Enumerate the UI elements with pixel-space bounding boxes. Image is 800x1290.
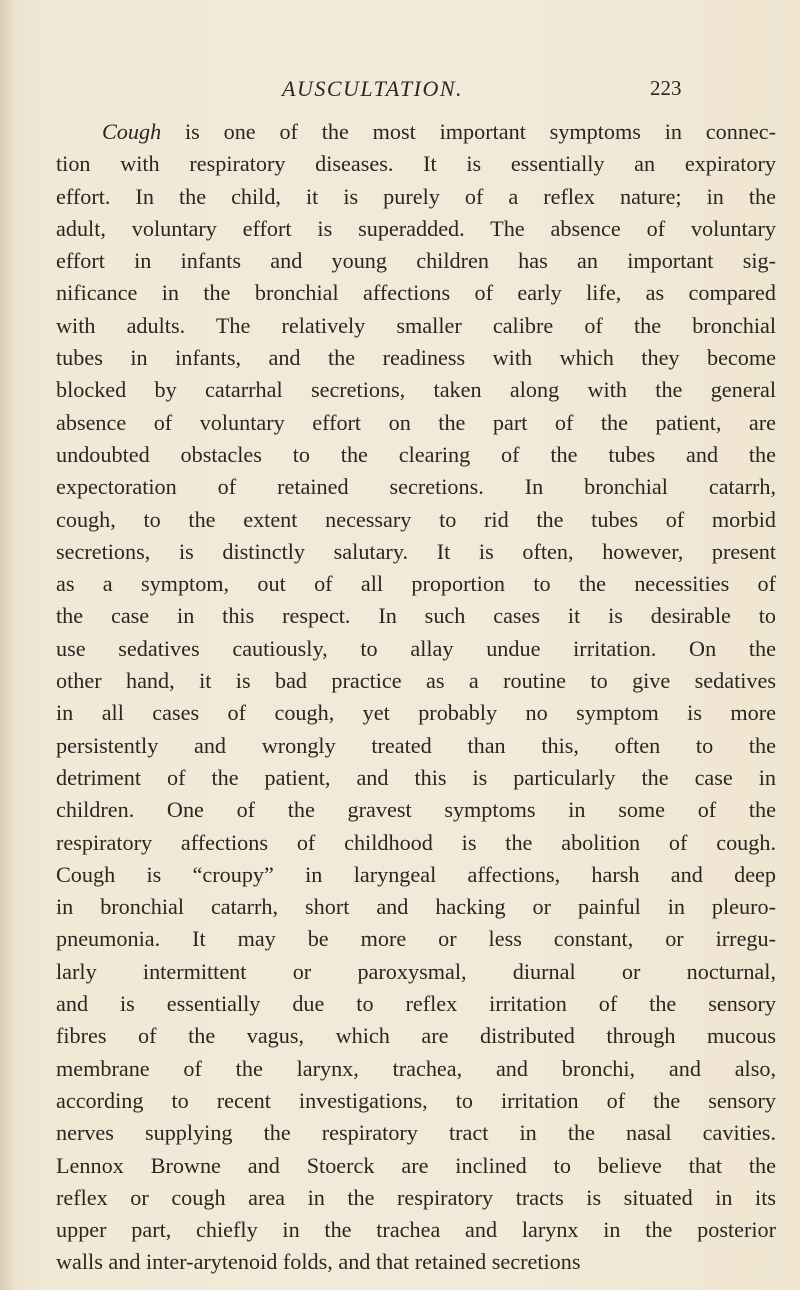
paragraph-line: walls and inter-arytenoid folds, and that retained secretions — [56, 1249, 581, 1275]
paragraph-line: effort. In the child, it is purely of a reflex nature; in the — [56, 183, 776, 209]
paragraph-line: reflex or cough area in the respiratory tracts is situated in its — [56, 1184, 776, 1210]
running-title: AUSCULTATION. — [282, 76, 464, 101]
paragraph-line: upper part, chiefly in the trachea and larynx in the posterior — [56, 1217, 776, 1243]
page-gutter-edge — [0, 0, 12, 1290]
paragraph-line: nificance in the bronchial affections of early life, as compared — [56, 280, 776, 306]
paragraph-line: and is essentially due to reflex irritation of the sensory — [56, 991, 776, 1017]
paragraph-line: children. One of the gravest symptoms in some of the — [56, 797, 776, 823]
paragraph-first-line — [56, 116, 776, 148]
paragraph-line: expectoration of retained secretions. In bronchial catarrh, — [56, 474, 776, 500]
paragraph-line: with adults. The relatively smaller calibre of the bronchial — [56, 312, 776, 338]
paragraph-line: blocked by catarrhal secretions, taken along with the general — [56, 377, 776, 403]
paragraph-line: in bronchial catarrh, short and hacking or painful in pleuro- — [56, 894, 776, 920]
body-paragraph — [56, 116, 776, 1279]
page-number: 223 — [650, 76, 682, 100]
paragraph-line: as a symptom, out of all proportion to the necessities of — [56, 571, 776, 597]
paragraph-line: tion with respiratory diseases. It is essentially an expiratory — [56, 151, 776, 177]
paragraph-line: absence of voluntary effort on the part of the patient, are — [56, 409, 776, 435]
paragraph-line: use sedatives cautiously, to allay undue irritation. On the — [56, 635, 776, 661]
paragraph-line: nerves supplying the respiratory tract in the nasal cavities. — [56, 1120, 776, 1146]
paragraph-line: Lennox Browne and Stoerck are inclined to believe that the — [56, 1152, 776, 1178]
lead-word: Cough — [102, 119, 162, 144]
paragraph-line: adult, voluntary effort is superadded. The absence of voluntary — [56, 215, 776, 241]
paragraph-line: detriment of the patient, and this is particularly the case in — [56, 764, 776, 790]
paragraph-line: pneumonia. It may be more or less constant, or irregu- — [56, 926, 776, 952]
paragraph-line: persistently and wrongly treated than this, often to the — [56, 732, 776, 758]
paragraph-line: larly intermittent or paroxysmal, diurnal or nocturnal, — [56, 958, 776, 984]
first-line-text: is one of the most important symptoms in connec- — [161, 119, 776, 144]
paragraph-line: Cough is “croupy” in laryngeal affections, harsh and deep — [56, 861, 776, 887]
paragraph-line: other hand, it is bad practice as a routine to give sedatives — [56, 668, 776, 694]
running-head — [0, 70, 800, 110]
paragraph-line: fibres of the vagus, which are distributed through mucous — [56, 1023, 776, 1049]
paragraph-line: the case in this respect. In such cases it is desirable to — [56, 603, 776, 629]
paragraph-line: secretions, is distinctly salutary. It is often, however, present — [56, 538, 776, 564]
paragraph-line: according to recent investigations, to irritation of the sensory — [56, 1087, 776, 1113]
paragraph-line: in all cases of cough, yet probably no symptom is more — [56, 700, 776, 726]
paragraph-line: effort in infants and young children has an important sig- — [56, 248, 776, 274]
paragraph-line: respiratory affections of childhood is the abolition of cough. — [56, 829, 776, 855]
paragraph-line: cough, to the extent necessary to rid the tubes of morbid — [56, 506, 776, 532]
paragraph-line: tubes in infants, and the readiness with which they become — [56, 345, 776, 371]
paragraph-line: undoubted obstacles to the clearing of the tubes and the — [56, 441, 776, 467]
paragraph-line: membrane of the larynx, trachea, and bronchi, and also, — [56, 1055, 776, 1081]
